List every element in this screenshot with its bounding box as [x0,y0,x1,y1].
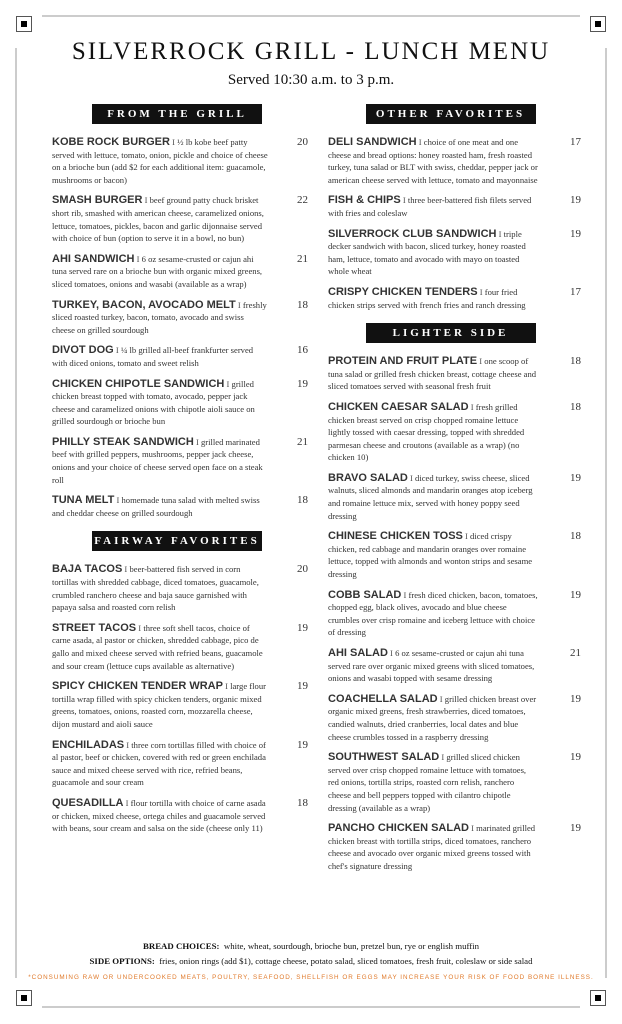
menu-item [52,298,308,337]
section-other-favorites [328,104,581,311]
menu-item [52,796,308,835]
separator: I [134,253,142,264]
item-description: three soft shell tacos, choice of carne asada, al pastor or chicken, shredded cabbage, pico de gallo and mixed cheese served with refried beans, guacamole and sour cream (lettuce cups available as alternative) [52,622,263,671]
menu-item [52,136,308,186]
item-description: fresh grilled chicken breast served on crisp chopped romaine lettuce lightly tossed with caesar dressing, topped with shredded parmesan cheese and croutons (available as a wrap) (no chicken 10) [328,401,525,463]
bread-text: white, wheat, sourdough, brioche bun, pretzel bun, rye or english muffin [223,941,480,951]
menu-item [328,355,581,393]
item-price: 17 [570,285,581,298]
item-name: SMASH BURGER [52,194,143,207]
item-price: 19 [570,588,581,601]
bread-label: BREAD CHOICES: [142,941,220,951]
item-name: QUESADILLA [52,796,124,809]
item-description: grilled chicken breast topped with tomato, avocado, pepper jack cheese and caramelized onions with chipotle aioli sauce on grilled sourdough or brioche bun [52,378,255,427]
menu-item [328,530,581,580]
item-price: 19 [297,621,308,634]
separator: I [169,137,178,147]
corner-mark-bottom-left [16,990,32,1006]
item-description: marinated grilled chicken breast with tortilla strips, diced tomatoes, ranchero cheese and avocado over organic mixed greens tossed with chef's signature dressing [328,823,536,871]
menu-item [52,344,308,369]
separator: I [407,472,416,483]
menu-item [52,377,308,428]
item-description: ½ lb kobe beef patty served with lettuce, tomato, onion, pickle and choice of cheese on a brioche bun (add $2 for each additional item: guacamole, mushrooms or bacon) [52,137,268,185]
separator: I [123,797,131,808]
section-heading: OTHER FAVORITES [366,104,536,124]
item-description: freshly sliced roasted turkey, bacon, tomato, avocado and swiss cheese on grilled sourdough [52,299,267,335]
separator: I [439,752,447,763]
border-right [605,48,607,978]
item-description: 6 oz sesame-crusted or cajun ahi tuna served rare over organic mixed greens with sliced tomatoes, onions and wasabi topped with sesame dressing [328,648,535,684]
sides-label: SIDE OPTIONS: [89,956,155,966]
separator: I [235,299,243,310]
separator: I [193,436,201,447]
corner-mark-top-right [590,16,606,32]
border-top [42,15,580,17]
separator: I [122,564,130,575]
item-name: AHI SALAD [328,647,388,659]
separator: I [477,286,485,297]
menu-item [328,692,581,743]
menu-item [328,647,581,685]
item-name: CHINESE CHICKEN TOSS [328,530,463,543]
menu-item [52,252,308,291]
bread-choices [0,941,622,951]
separator: I [124,739,132,750]
item-name: PROTEIN AND FRUIT PLATE [328,355,478,368]
item-description: four fried chicken strips served with french fries and ranch dressing [328,286,526,310]
menu-item [52,435,308,486]
item-name: SPICY CHICKEN TENDER WRAP [52,680,223,693]
item-description: homemade tuna salad with melted swiss and cheddar cheese on grilled sourdough [52,495,260,518]
section-heading: FAIRWAY FAVORITES [92,531,262,551]
separator: I [468,823,477,834]
border-bottom [42,1006,580,1008]
item-price: 17 [570,136,581,148]
left-column [52,104,308,843]
corner-mark-bottom-right [590,990,606,1006]
item-price: 18 [297,298,308,311]
item-price: 18 [570,355,581,368]
item-description: triple decker sandwich with bacon, sliced turkey, honey roasted ham, lettuce, tomato and avocado with mayo on toasted whole wheat [328,228,526,277]
item-price: 19 [570,227,581,240]
separator: I [114,495,122,506]
menu-item [52,621,308,672]
separator: I [222,681,231,692]
separator: I [477,356,485,367]
menu-item [52,563,308,613]
separator: I [496,228,504,239]
section-fairway-favorites [52,531,308,834]
item-name: PANCHO CHICKEN SALAD [328,822,469,835]
item-price: 19 [570,751,581,764]
corner-mark-top-left [16,16,32,32]
item-name: TURKEY, BACON, AVOCADO MELT [52,298,236,311]
border-left [15,48,17,978]
separator: I [437,693,445,704]
menu-item [328,194,581,219]
item-price: 19 [297,680,308,693]
item-name: BRAVO SALAD [328,471,408,484]
menu-item [328,136,581,186]
item-description: beef ground patty chuck brisket short rib, smashed with american cheese, caramelized onions, lettuce, tomatoes, pickles, bacon and garlic dijonnaise served with choice of bun (option to serve it in a bowl, no bun) [52,195,264,244]
item-name: DELI SANDWICH [328,136,417,148]
item-price: 16 [297,344,308,357]
item-name: CHICKEN CAESAR SALAD [328,400,469,413]
item-price: 18 [570,400,581,413]
section-lighter-side [328,323,581,872]
menu-item [52,494,308,519]
menu-item [52,680,308,730]
page-title: SILVERROCK GRILL - LUNCH MENU [71,38,551,65]
separator: I [468,401,476,412]
separator: I [224,378,232,389]
separator: I [113,345,121,356]
menu-item [52,738,308,789]
section-from-the-grill [52,104,308,519]
item-price: 21 [297,435,308,448]
separator: I [416,137,424,147]
menu-item [328,400,581,464]
item-description: diced turkey, swiss cheese, sliced walnuts, sliced almonds and mandarin oranges atop iceberg and romaine lettuce mix, served with honey poppy seed dressing [328,472,533,521]
item-name: AHI SANDWICH [52,252,135,265]
item-price: 19 [570,471,581,484]
item-name: KOBE ROCK BURGER [52,136,170,148]
menu-item [328,285,581,311]
menu-item [52,194,308,244]
item-price: 22 [297,194,308,207]
item-name: DIVOT DOG [52,344,114,357]
item-description: one scoop of tuna salad or grilled fresh chicken breast, cottage cheese and sliced tomatoes served with seasonal fresh fruit [328,356,537,392]
item-name: STREET TACOS [52,621,137,634]
sides-text: fries, onion rings (add $1), cottage cheese, potato salad, sliced tomatoes, fresh fruit, coleslaw or side salad [159,956,533,966]
item-name: CHICKEN CHIPOTLE SANDWICH [52,377,225,390]
section-heading: FROM THE GRILL [92,104,262,124]
item-price: 18 [570,530,581,543]
item-name: TUNA MELT [52,494,115,507]
item-description: ¼ lb grilled all-beef frankfurter served with diced onions, tomato and sweet relish [52,345,254,368]
separator: I [462,531,471,542]
item-description: fresh diced chicken, bacon, tomatoes, chopped egg, black olives, avocado and blue cheese crumbles over crisp romaine and iceberg lettuce with choice of dressing [328,589,538,638]
item-description: three beer-battered fish filets served with fries and coleslaw [328,195,532,218]
item-name: PHILLY STEAK SANDWICH [52,435,194,448]
separator: I [142,195,150,206]
item-description: grilled chicken breast over organic mixed greens, fresh strawberries, diced tomatoes, candied walnuts, dried cranberries, local dates and blue cheese crumbles tossed in a raspberry dressing [328,693,537,742]
serving-hours: Served 10:30 a.m. to 3 p.m. [227,72,395,88]
item-price: 19 [570,194,581,207]
right-column [328,104,581,881]
item-price: 20 [297,136,308,148]
separator: I [401,589,409,600]
item-price: 18 [297,494,308,507]
item-description: beer-battered fish served in corn tortillas with shredded cabbage, diced tomatoes, guacamole, crumbled ranchero cheese and baja sauce garnished with papaya salsa and roasted corn relish [52,564,259,613]
item-price: 21 [570,647,581,659]
item-name: FISH & CHIPS [328,194,401,207]
separator: I [400,195,408,206]
item-description: three corn tortillas filled with choice of al pastor, beef or chicken, covered with red or green enchilada sauce and mixed cheese served with rice, refried beans, guacamole and sour cream [52,739,266,788]
section-heading: LIGHTER SIDE [366,323,536,343]
menu-item [328,751,581,814]
separator: I [387,648,396,658]
item-description: choice of one meat and one cheese and bread options: honey roasted ham, fresh roasted turkey, tuna salad or BLT with swiss, cheddar, pepper jack or american cheese served with lettuce, tomato and mayonnaise [328,137,538,185]
item-name: CRISPY CHICKEN TENDERS [328,285,478,298]
food-safety-warning: *CONSUMING RAW OR UNDERCOOKED MEATS, POULTRY, SEAFOOD, SHELLFISH OR EGGS MAY INCREASE YOUR RISK OF FOOD BORNE ILLNESS. [28,974,594,981]
item-price: 21 [297,252,308,265]
menu-item [328,471,581,522]
item-description: grilled sliced chicken served over crisp chopped romaine lettuce with tomatoes, red onions, tortilla strips, roasted corn relish, ranchero cheese and bell peppers topped with cilantro chipotle dressing (available as a wrap) [328,752,527,813]
item-name: SILVERROCK CLUB SANDWICH [328,227,497,240]
item-price: 20 [297,563,308,576]
item-name: BAJA TACOS [52,563,123,576]
item-price: 19 [570,692,581,705]
item-price: 19 [297,738,308,751]
item-name: COACHELLA SALAD [328,692,438,705]
side-options [0,956,622,966]
menu-item [328,588,581,639]
item-price: 19 [570,822,581,835]
menu-item [328,227,581,278]
item-description: flour tortilla with choice of carne asada or chicken, mixed cheese, ortega chiles and guacamole served with beans, sour cream and salsa on the side (cheese only 11) [52,797,266,834]
item-description: 6 oz sesame-crusted or cajun ahi tuna served rare on a brioche bun with organic mixed greens, sliced tomatoes, onions and wasabi (available as a wrap) [52,253,263,289]
item-name: ENCHILADAS [52,738,125,751]
item-price: 18 [297,796,308,809]
item-description: diced crispy chicken, red cabbage and mandarin oranges over romaine lettuce, topped with almonds and wonton strips and sesame dressing [328,531,533,580]
menu-item [328,822,581,872]
item-name: COBB SALAD [328,588,402,601]
item-price: 19 [297,377,308,390]
item-description: large flour tortilla wrap filled with spicy chicken tenders, organic mixed greens, tomatoes, onions, roasted corn, mozzarella cheese, dijon mustard and aioli sauce [52,681,266,729]
separator: I [136,622,144,633]
item-name: SOUTHWEST SALAD [328,751,440,764]
item-description: grilled marinated beef with grilled peppers, mushrooms, pepper jack cheese, onions and your choice of cheese served open face on a steak roll [52,436,263,485]
